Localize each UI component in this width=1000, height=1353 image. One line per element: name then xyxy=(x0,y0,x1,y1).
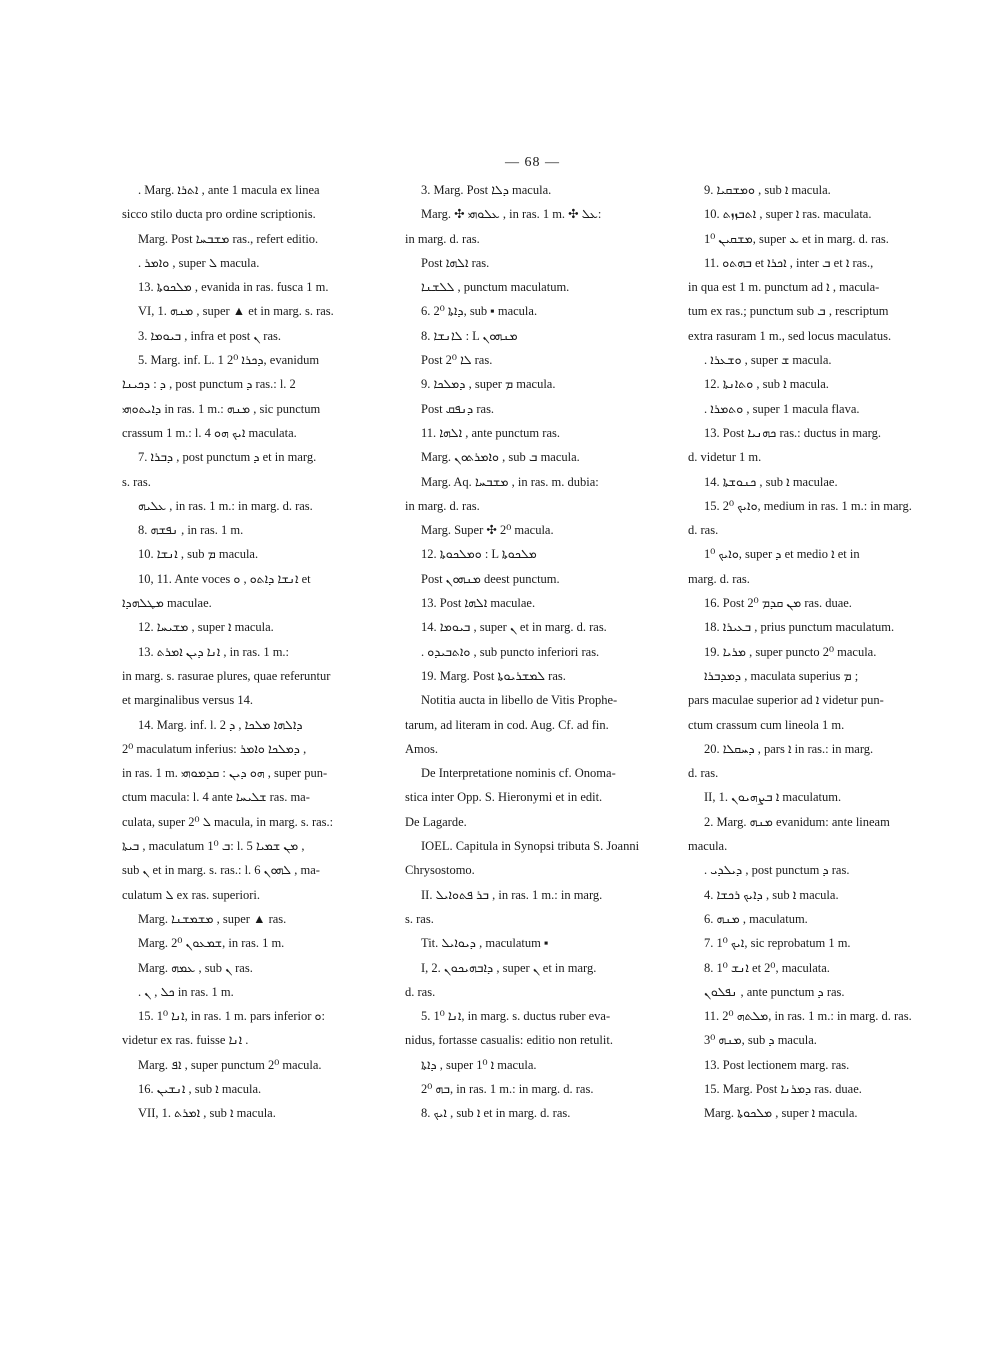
text-line: . Marg. ܐܬܪܐ , ante 1 macula ex linea xyxy=(138,183,320,197)
text-line: II, 1. ܐ ܒܨܗܝܘܢ maculatum. xyxy=(704,790,842,805)
text-line: 12. ܘܡܠܟܘܬܐ : L ܡܠܟܘܬܐ xyxy=(421,547,537,562)
text-line: tarum, ad literam in cod. Aug. Cf. ad fin. xyxy=(405,717,609,732)
text-line: 6. ܕܐܬܐ 2⁰, sub ▪ macula. xyxy=(421,304,538,319)
text-line: ܡܫܩܝܢ 1⁰, super ܥ et in marg. d. ras. xyxy=(704,231,889,246)
text-line: in marg. d. ras. xyxy=(405,231,480,246)
text-line: Tit. ܕܝܘܐܝܠ , maculatum ▪ xyxy=(421,936,549,951)
text-line: . ܘܬܡܪܐ , super 1 macula flava. xyxy=(704,401,860,416)
text-line: 14. ܒܝܘܡܐ , super ܢ et in marg. d. ras. xyxy=(421,620,607,635)
text-line: tum ex ras.; punctum sub ܒ , rescriptum xyxy=(688,304,889,319)
text-line: . ܕܝܠܕܝ , post punctum ܕ ras. xyxy=(704,863,850,878)
text-line: 16. Post ܡܢ ܩܕܡ 2⁰ ras. duae. xyxy=(704,596,852,611)
text-line: marg. d. ras. xyxy=(688,571,750,586)
text-line: ctum macula: l. 4 ante ܫܠܝܚܐ ras. ma- xyxy=(122,790,310,805)
text-line: II. ܒܪ ܦܬܘܐܝܠ , in ras. 1 m.: in marg. xyxy=(421,887,603,902)
text-line: 2⁰ maculatum inferius: ܕܡܠܟܐ ܘܐܡܪ , xyxy=(122,741,307,756)
text-line: ܠܠܫܢܐ , punctum maculatum. xyxy=(421,280,570,295)
text-line: 5. ܐܢܐ 1⁰, in marg. s. ductus ruber eva- xyxy=(421,1009,611,1024)
text-line: 18. ܒܥܝܪܐ , prius punctum maculatum. xyxy=(704,620,895,635)
text-line: stica inter Opp. S. Hieronymi et in edit. xyxy=(405,790,603,805)
text-line: 11. ܒܗܬܘ et ܐܟܪܐ , inter ܒ et ܐ ras., xyxy=(704,255,874,270)
text-line: in marg. s. rasurae plures, quae referuntur xyxy=(122,668,331,683)
text-line: videtur ex ras. fuisse ܐܢܐ . xyxy=(122,1033,249,1048)
text-line: ܡܢܗ 3⁰, sub ܕ macula. xyxy=(704,1033,817,1048)
text-line: 15. Marg. Post ܕܡܪܢܐ ras. duae. xyxy=(704,1081,862,1096)
text-line: 7. ܐܝܟ 1⁰, sic reprobatum 1 m. xyxy=(704,936,851,951)
text-line: ܘܐܝܟ 1⁰, super ܕ et medio ܐ et in xyxy=(704,547,860,562)
text-line: 13. ܐܢܐ ܕܝܢ ܐܡܪܬ , in ras. 1 m.: xyxy=(138,644,290,659)
text-line: 12. ܡܫܝܚܐ , super ܐ macula. xyxy=(138,620,274,635)
text-line: 15. ܘܐܝܟ 2⁰, medium in ras. 1 m.: in marg. xyxy=(704,498,912,513)
text-line: 16. ܐܢܫܝܢ , sub ܐ macula. xyxy=(138,1081,262,1096)
column-right xyxy=(688,178,946,1126)
text-line: s. ras. xyxy=(122,474,151,489)
text-line: 8. ܠܐܢܫܐ : L ܡܢܗܘܢ xyxy=(421,328,518,343)
text-line: 9. ܕܡܠܟܐ , super ܡ macula. xyxy=(421,377,556,392)
column-middle xyxy=(405,178,667,1126)
page-number: — 68 — xyxy=(505,155,560,170)
text-line: VII, 1. ܐܡܪܬ , sub ܐ macula. xyxy=(138,1106,276,1121)
text-line: . ܘܐܬܒܝܕܘ , sub puncto inferiori ras. xyxy=(421,644,600,659)
text-line: Notitia aucta in libello de Vitis Prophe- xyxy=(421,693,618,708)
text-line: ctum crassum cum lineola 1 m. xyxy=(688,717,845,732)
text-line: 8. ܢܦܫܗ , in ras. 1 m. xyxy=(138,523,244,538)
text-line: ܡܛܠܗܕܐ maculae. xyxy=(122,596,212,611)
text-line: d. ras. xyxy=(688,523,719,538)
text-line: 3. ܒܝܘܡܐ , infra et post ܢ ras. xyxy=(138,328,281,343)
text-line: 13. ܡܠܟܘܬܐ , evanida in ras. fusca 1 m. xyxy=(138,280,329,295)
text-line: I, 2. ܕܐܒܗܝܟܘܢ , super ܢ et in marg. xyxy=(421,960,597,975)
text-line: 8. ܐܝܟ , sub ܐ et in marg. d. ras. xyxy=(421,1106,571,1121)
text-line: sub ܢ et in marg. s. ras.: l. 6 ܠܗܘܢ , ma- xyxy=(122,863,320,878)
text-line: De Lagarde. xyxy=(405,814,467,829)
text-line: nidus, fortasse casualis: editio non retulit. xyxy=(405,1033,613,1048)
text-line: ܒܝܬܐ , maculatum ܒ 1⁰: l. 5 ܡܢ ܫܡܝܐ , xyxy=(122,839,305,854)
text-line: 15. ܐܢܐ 1⁰, in ras. 1 m. pars inferior ܘ: xyxy=(138,1009,325,1024)
text-line: culatum ܠ ex ras. superiori. xyxy=(122,887,260,902)
text-line: 7. ܕܒܪܐ , post punctum ܕ et in marg. xyxy=(138,450,317,465)
text-line: Marg. ✣ ܥܠܘܗܝ , in ras. 1 m. ✣ ܥܠ: xyxy=(421,207,602,222)
text-line: . ܘܐܡܪ , super ܠ macula. xyxy=(138,255,260,270)
text-line: sicco stilo ducta pro ordine scriptionis. xyxy=(122,207,316,222)
text-line: Marg. ܥܡܗ , sub ܢ ras. xyxy=(138,960,253,975)
text-line: 20. ܕܚܩܠܐ , pars ܐ in ras.: in marg. xyxy=(704,741,874,756)
text-line: culata, super ܠ 2⁰ macula, in marg. s. ras.: xyxy=(122,814,334,829)
text-line: De Interpretatione nominis cf. Onoma- xyxy=(421,766,616,781)
text-line: 5. Marg. inf. L. 1 ܕܟܪܐ 2⁰, evanidum xyxy=(138,353,320,368)
text-line: 19. Marg. Post ܠܡܫܪܝܘܬܐ ras. xyxy=(421,668,566,683)
text-line: Post ܠܐ 2⁰ ras. xyxy=(421,353,493,368)
text-line: IOEL. Capitula in Synopsi tributa S. Joanni xyxy=(421,839,640,854)
text-line: Marg. ܫܡܥܘܢ 2⁰, in ras. 1 m. xyxy=(138,936,285,951)
text-line: 13. Post ܐܠܗܐ maculae. xyxy=(421,596,536,611)
text-line: Marg. ܡܠܟܘܬܐ , super ܐ macula. xyxy=(704,1106,858,1121)
text-line: 4. ܕܐܝܟ ܪܟܫܐ , sub ܐ macula. xyxy=(704,887,839,902)
text-line: extra rasuram 1 m., sed locus maculatus. xyxy=(688,328,892,343)
text-line: ܒܗ 2⁰, in ras. 1 m.: in marg. d. ras. xyxy=(421,1081,594,1096)
text-line: 10. ܐܬܒܙܙܬ , super ܐ ras. maculata. xyxy=(704,207,872,222)
text-line: Post ܕܢܦܩ ras. xyxy=(421,401,495,416)
text-line: 14. ܟܢܘܫܬܐ , sub ܐ maculae. xyxy=(704,474,838,489)
text-line: . ܘܫܥܪܐ , super ܫ macula. xyxy=(704,353,832,368)
text-line: Post ܐܠܗܐ ras. xyxy=(421,255,490,270)
text-line: 10. ܐܢܫܐ , sub ܡ macula. xyxy=(138,547,259,562)
text-line: macula. xyxy=(688,839,728,854)
text-line: pars maculae superior ad ܐ videtur pun- xyxy=(688,693,884,708)
text-line: ܕܐܬܐ , super ܐ 1⁰ macula. xyxy=(421,1057,537,1072)
text-line: 2. Marg. ܡܢܗ evanidum: ante lineam xyxy=(704,814,890,829)
text-line: et marginalibus versus 14. xyxy=(122,693,253,708)
text-line: 10, 11. Ante voces ܐܢܫܐ ܕܐܬܘ , ܘ et xyxy=(138,571,311,586)
text-line: d. ras. xyxy=(405,984,436,999)
text-line: s. ras. xyxy=(405,911,434,926)
text-line: in ras. 1 m. ܗܘ ܕܝܢ : ܩܕܡܘܗܝ , super pun- xyxy=(122,766,328,781)
text-line: 14. Marg. inf. l. 2 ܕܐܠܗܐ ܡܠܟܐ , ܕ xyxy=(138,717,303,732)
column-left xyxy=(122,178,384,1126)
text-line: 13. Post lectionem marg. ras. xyxy=(704,1057,850,1072)
text-line: Marg. ܘܐܡܪܬܘܢ , sub ܒ macula. xyxy=(421,450,580,465)
text-line: Marg. ܐܦ , super punctum 2⁰ macula. xyxy=(138,1057,322,1072)
text-line: ܢܦܠܘܢ , ante punctum ܕ ras. xyxy=(704,984,845,999)
text-line: ܥܠܝܗ , in ras. 1 m.: in marg. d. ras. xyxy=(138,498,313,513)
text-line: d. ras. xyxy=(688,766,719,781)
text-line: Marg. Post ܡܫܒܚܐ ras., refert editio. xyxy=(138,231,319,246)
text-line: in qua est 1 m. punctum ad ܐ , macula- xyxy=(688,280,880,295)
text-line: 8. ܐܢܫ 1⁰ et 2⁰, maculata. xyxy=(704,960,830,975)
text-line: 13. Post ܟܗܢܝܐ ras.: ductus in marg. xyxy=(704,425,881,440)
text-line: Amos. xyxy=(405,741,438,756)
text-line: Marg. Aq. ܡܫܒܚܐ , in ras. m. dubia: xyxy=(421,474,599,489)
text-line: ܕ : ܕܟܝܢܐ , post punctum ܕ ras.: l. 2 xyxy=(122,377,296,392)
text-line: 11. ܐܠܗܐ , ante punctum ras. xyxy=(421,425,560,440)
text-line: Post ܡܢܗܘܢ deest punctum. xyxy=(421,571,560,586)
text-line: 11. ܡܠܬܗ 2⁰, in ras. 1 m.: in marg. d. ras. xyxy=(704,1009,912,1024)
text-line: in marg. d. ras. xyxy=(405,498,480,513)
text-line: VI, 1. ܡܢܗ , super ▲ et in marg. s. ras. xyxy=(138,304,334,319)
text-line: Marg. ܡܫܡܫܢܐ , super ▲ ras. xyxy=(138,911,287,926)
text-line: 6. ܡܢܗ , maculatum. xyxy=(704,911,808,926)
text-line: crassum 1 m.: l. 4 ܐܝܟ ܗܘ maculata. xyxy=(122,425,297,440)
text-line: Chrysostomo. xyxy=(405,863,475,878)
text-line: Marg. Super ✣ 2⁰ macula. xyxy=(421,523,554,538)
text-line: ܕܐܝܬܘܗܝ in ras. 1 m.: ܡܢܗ , sic punctum xyxy=(122,401,321,416)
text-line: 12. ܘܬܐܢܬܐ , sub ܐ macula. xyxy=(704,377,829,392)
text-line: 9. ܘܡܫܩܝܐ , sub ܐ macula. xyxy=(704,183,831,197)
text-line: . ܟܠ , ܢ in ras. 1 m. xyxy=(138,984,234,999)
text-line: ܕܡܕܒܪܐ , maculata superius ܡ ; xyxy=(704,668,859,683)
text-line: 19. ܡܪܝܐ , super puncto 2⁰ macula. xyxy=(704,644,877,659)
text-line: d. videtur 1 m. xyxy=(688,450,762,465)
text-line: 3. Marg. Post ܕܠܐ macula. xyxy=(421,183,552,197)
